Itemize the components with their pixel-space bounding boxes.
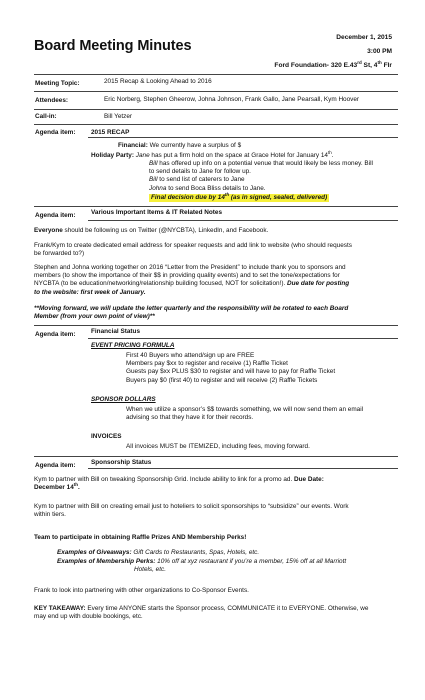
page-title: Board Meeting Minutes	[34, 38, 192, 54]
sponsor-lines: When we utilize a sponsor’s $$ towards something, we will now send them an email advising so that they have it for their records.	[126, 406, 364, 422]
recap-party: Holiday Party: Jane has put a firm hold on the space at Grace Hotel for January 14th.	[91, 149, 334, 159]
notes-heading: Various Important Items & IT Related Notes	[91, 209, 223, 216]
attendees-label: Attendees:	[35, 97, 69, 104]
attendees-value: Eric Norberg, Stephen Gheerow, Johna Johnson, Frank Gallo, Jane Pearsall, Kym Hoover	[104, 96, 360, 103]
key-takeaway: KEY TAKEAWAY: Every time ANYONE starts the Sponsor process, COMMUNICATE it to EVERYONE. Otherwise, we may end up with double bookings, etc.	[34, 605, 369, 621]
agenda-label-4: Agenda item:	[35, 462, 76, 469]
recap-financial: Financial: We currently have a surplus of $	[118, 142, 242, 149]
notes-moving-forward: **Moving forward, we will update the letter quarterly and the responsibility will be rotated to each Board Member (from your own point of view)**	[34, 305, 349, 321]
meeting-location: Ford Foundation- 320 E.43rd St, 4th Flr	[274, 59, 392, 69]
topic-label: Meeting Topic:	[35, 80, 80, 87]
callin-label: Call-in:	[35, 113, 57, 120]
pricing-heading: EVENT PRICING FORMULA	[91, 342, 175, 349]
pricing-lines: First 40 Buyers who attend/sign up are FREE Members pay $xx to register and receive (1) Raffle Ticket Guests pay $xx PLUS $30 to register and will have to pay for Raffle Ticket Buyers pay $0 (first 40) to register and will receive (2) Raffle Tickets	[126, 352, 336, 384]
cosponsor-note: Frank to look into partnering with other organizations to Co-Sponsor Events.	[34, 587, 249, 594]
notes-email: Frank/Kym to create dedicated email address for speaker requests and add link to website (who should requests be forwarded to?)	[34, 242, 352, 258]
meeting-time: 3:00 PM	[367, 48, 392, 55]
financial-heading: Financial Status	[91, 328, 141, 335]
sponsorship-grid: Kym to partner with Bill on tweaking Sponsorship Grid. Include ability to link for a promo ad. Due Date: December 14th.	[34, 476, 324, 492]
agenda-label-1: Agenda item:	[35, 129, 76, 136]
recap-heading: 2015 RECAP	[91, 129, 130, 136]
sponsorship-hoteliers: Kym to partner with Bill on creating email just to hoteliers to solicit sponsorships to “subsidize” our events. Work within tiers.	[34, 503, 349, 519]
agenda-label-2: Agenda item:	[35, 212, 76, 219]
perks-example: Examples of Membership Perks: 10% off at xyz restaurant if you’re a member, 15% off at all Marriott Hotels, etc.	[57, 558, 347, 574]
recap-party-details: Bill has offered up info on a potential venue that would likely be less money. Bill to send details to Jane for follow up. Bill to send list of caterers to Jane Johna to send Boca Bliss details to Jane.	[149, 160, 373, 192]
callin-value: Bill Yetzer	[104, 113, 133, 120]
notes-letter: Stephen and Johna working together on 2016 “Letter from the President” to include thank you to sponsors and members (to show the importance of their $$ in providing quality events) and to set the tone/expectations for NYCBTA (to be education/networking/relationship building focused, NOT for solicitation!). Due date for posting to the website: first week of January.	[34, 264, 350, 296]
sponsorship-heading: Sponsorship Status	[91, 459, 152, 466]
notes-twitter: Everyone should be following us on Twitter (@NYCBTA), LinkedIn, and Facebook.	[34, 227, 269, 234]
invoices-heading: INVOICES	[91, 433, 122, 440]
meeting-date: December 1, 2015	[336, 34, 392, 41]
invoices-text: All invoices MUST be ITEMIZED, including fees, moving forward.	[126, 443, 310, 450]
decision-highlight: Final decision due by 14th (as in signed, sealed, delivered)	[151, 191, 328, 201]
topic-value: 2015 Recap & Looking Ahead to 2016	[104, 78, 212, 85]
sponsor-heading: SPONSOR DOLLARS	[91, 396, 156, 403]
agenda-label-3: Agenda item:	[35, 331, 76, 338]
giveaways-example: Examples of Giveaways: Gift Cards to Restaurants, Spas, Hotels, etc.	[57, 549, 260, 556]
raffle-callout: Team to participate in obtaining Raffle Prizes AND Membership Perks!	[34, 534, 247, 541]
